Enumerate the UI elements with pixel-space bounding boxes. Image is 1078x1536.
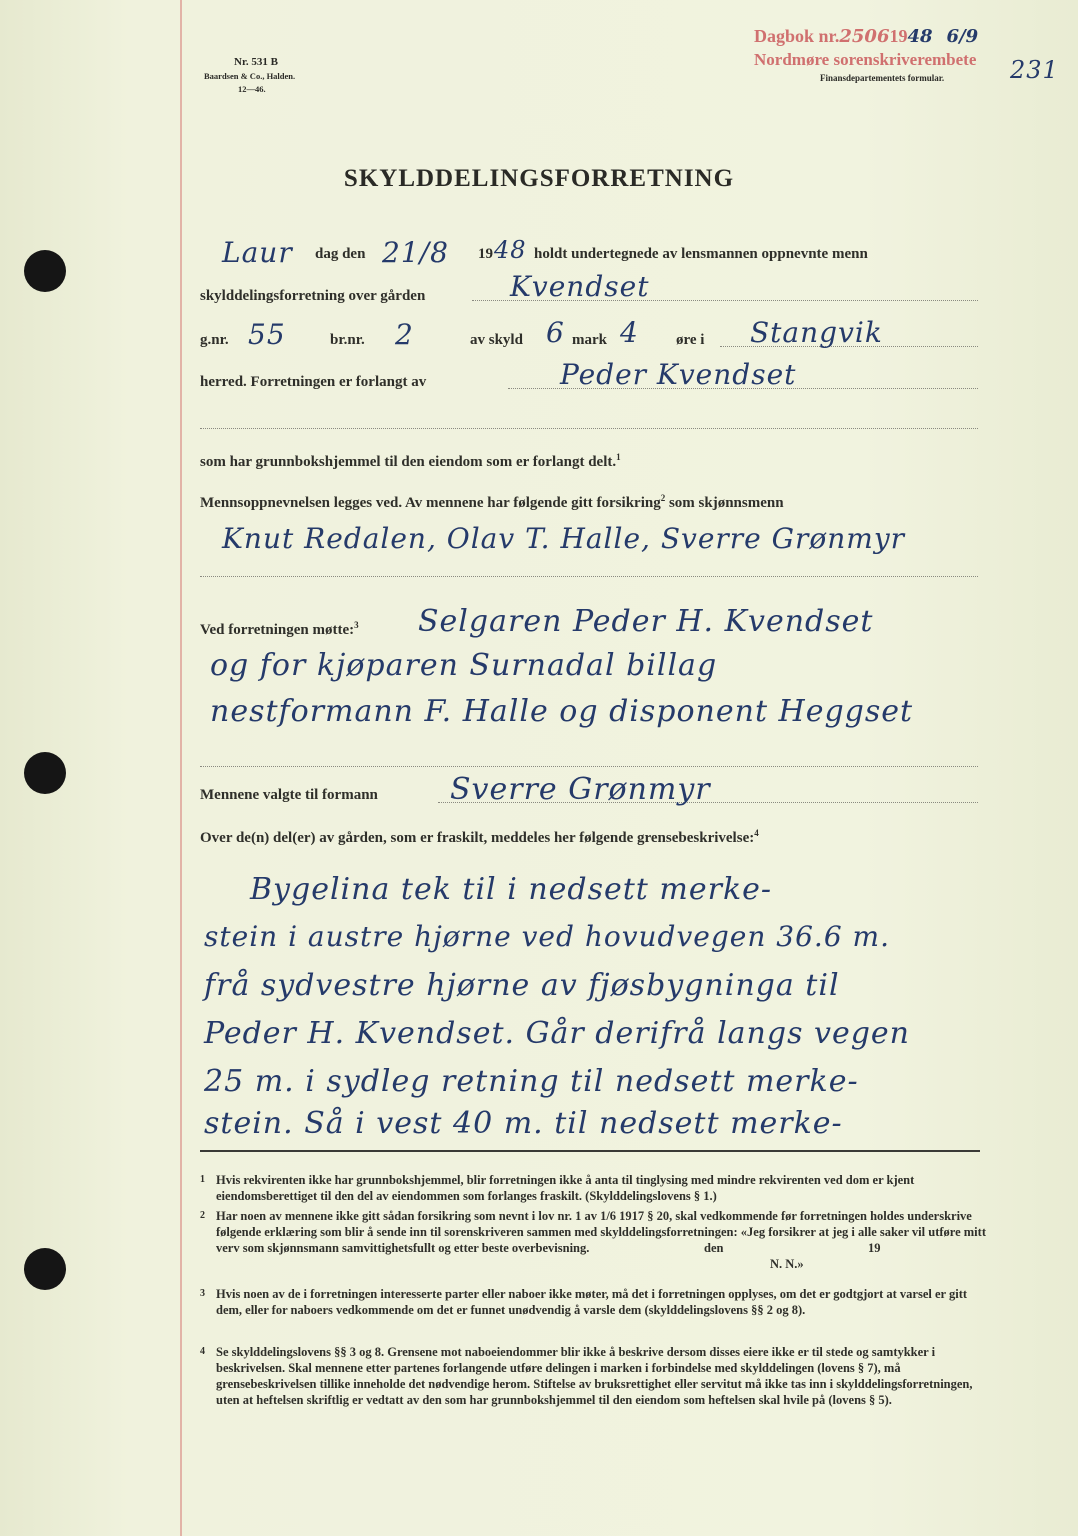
year-prefix: 19: [478, 246, 493, 262]
description-line: stein i austre hjørne ved hovudvegen 36.6 m.: [204, 920, 890, 953]
description-line: stein. Så i vest 40 m. til nedsett merke-: [204, 1106, 843, 1141]
ore-value: 4: [620, 316, 639, 349]
diary-year: 48: [907, 26, 933, 47]
attendees-line3: nestformann F. Halle og disponent Heggset: [210, 694, 914, 729]
printer: Baardsen & Co., Halden.: [204, 71, 296, 81]
day-date: 21/8: [382, 236, 449, 269]
brnr-value: 2: [395, 318, 414, 351]
skyld-label: av skyld: [470, 332, 523, 348]
gnr-value: 55: [248, 318, 286, 351]
attendees-line2: og for kjøparen Surnadal billag: [210, 648, 718, 683]
diary-stamp: Dagbok nr.25061948 6/9: [754, 26, 979, 47]
description-line: Peder H. Kvendset. Går derifrå langs vegen: [204, 1016, 910, 1051]
dag-den-label: dag den: [315, 246, 366, 262]
attendees-label: Ved forretningen møtte:$^3$: [200, 620, 359, 638]
requester-name: Peder Kvendset: [560, 358, 797, 391]
chair-label: Mennene valgte til formann: [200, 787, 378, 803]
hjemmel-text: som har grunnbokshjemmel til den eiendom som er forlangt delt.$^1$: [200, 452, 621, 470]
court-stamp: Nordmøre sorenskriverembete: [754, 50, 977, 69]
footnote-1: 1 Hvis rekvirenten ikke har grunnbokshjemmel, blir forretningen ikke å anta til tinglysing med mindre rekvirenten ved dom er kjent eiendomsberettiget til den del av eiendommen som forlanges fraskilt. (Skylddelingslovens § 1.): [200, 1173, 915, 1203]
diary-date: 6/9: [946, 26, 979, 47]
mark-label: mark: [572, 332, 607, 348]
chair-name: Sverre Grønmyr: [450, 772, 711, 807]
form-number: Nr. 531 B: [234, 56, 278, 68]
brnr-label: br.nr.: [330, 332, 365, 348]
mark-value: 6: [546, 316, 565, 349]
municipality: Stangvik: [750, 316, 883, 349]
farm-name: Kvendset: [510, 270, 650, 303]
ore-label: øre i: [676, 332, 705, 348]
margin-line: [180, 0, 182, 1536]
description-line: Bygelina tek til i nedsett merke-: [250, 872, 773, 907]
page-title: SKYLDDELINGSFORRETNING: [343, 165, 735, 192]
issuer: Finansdepartementets formular.: [820, 73, 945, 83]
boundary-heading: Over de(n) del(er) av gården, som er fraskilt, meddeles her følgende grensebeskrivelse:$^4$: [200, 828, 759, 846]
year: 48: [494, 236, 527, 264]
footnote-4: 4 Se skylddelingslovens §§ 3 og 8. Grensene mot naboeiendommer blir ikke å beskrive dersom disses eiere ikke er til stede og samtykker i beskrivelsen. Skal mennene etter partenes forlangende utføre delingen i marken i forbindelse med skylddelingen (lovens § 7), må grensebeskrivelsen tillike inneholde det nødvendige herom. Stiftelse av bruksrettighet eller servitut må ikke tas inn i skylddelingsforretningen, uten at heftelsen skriftlig er vedtatt av den som har grunnbokshjemmel til den eiendom som heftelsen skal hvile på (lovens § 5).: [200, 1345, 973, 1407]
print-date: 12—46.: [238, 84, 266, 94]
punch-hole: [24, 1248, 66, 1290]
requester-label: herred. Forretningen er forlangt av: [200, 374, 427, 390]
appraiser-names: Knut Redalen, Olav T. Halle, Sverre Grønmyr: [222, 522, 906, 555]
farm-label: skylddelingsforretning over gården: [200, 288, 426, 304]
weekday: Laur: [222, 236, 293, 269]
punch-hole: [24, 250, 66, 292]
punch-hole: [24, 752, 66, 794]
oath-text: Mennsoppnevnelsen legges ved. Av mennene har følgende gitt forsikring$^2$ som skjønnsmenn: [200, 493, 784, 511]
footnote-2: 2 Har noen av mennene ikke gitt sådan forsikring som nevnt i lov nr. 1 av 1/6 1917 § 20, skal vedkommende før forretningen holdes underskrive følgende erklæring som blir å sende inn til sorenskriveren sammen med skylddelingsforretningen: «Jeg forsikrer at jeg i alle saker vil utføre mitt verv som skjønnsmann samvittighetsfullt og etter beste overbevisning. den 19 N. N.»: [200, 1209, 986, 1271]
description-line: frå sydvestre hjørne av fjøsbygninga til: [204, 968, 840, 1003]
footnote-divider: [200, 1150, 980, 1152]
footnote-3: 3 Hvis noen av de i forretningen interesserte parter eller naboer ikke møter, må det i forretningen opplyses, om det er godtgjort at varsel er gitt dem, eller for naboers vedkommende om det er funnet unødvendig å varsle dem (skylddelingslovens §§ 2 og 8).: [200, 1287, 968, 1317]
line1-text: holdt undertegnede av lensmannen oppnevnte menn: [534, 246, 868, 262]
gnr-label: g.nr.: [200, 332, 229, 348]
attendees-line1: Selgaren Peder H. Kvendset: [418, 604, 874, 639]
diary-number: 2506: [839, 26, 890, 47]
page-number: 231: [1010, 56, 1059, 84]
description-line: 25 m. i sydleg retning til nedsett merke-: [204, 1064, 859, 1099]
